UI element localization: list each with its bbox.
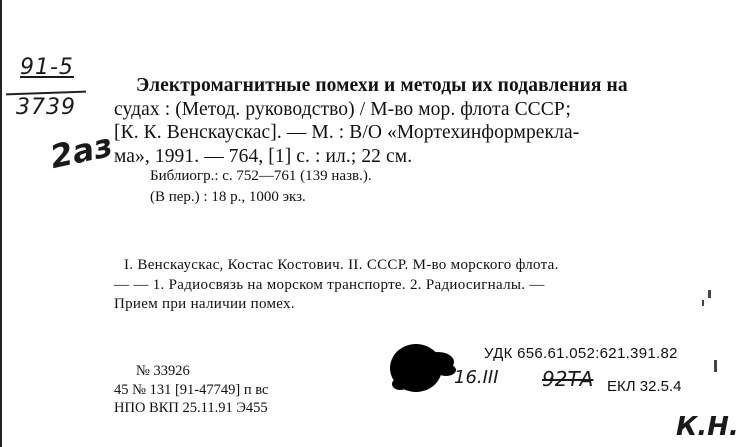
scan-speck xyxy=(714,360,717,372)
added-entry-line-1: I. Венскаускас, Костас Костович. II. СССР. М-во морского флота. xyxy=(124,257,559,273)
entry-line-2: судах : (Метод. руководство) / М-во мор. флота СССР; xyxy=(114,98,572,120)
handwritten-signature: 2аз xyxy=(46,125,116,177)
price-note: (В пер.) : 18 р., 1000 экз. xyxy=(150,189,306,205)
handwritten-inventory: 92ТА xyxy=(542,367,594,391)
registry-number: № 33926 xyxy=(136,363,190,379)
registry-order: 45 № 131 [91-47749] п вс xyxy=(114,381,269,398)
scan-speck xyxy=(702,300,704,306)
udk-code: УДК 656.61.052:621.391.82 xyxy=(484,345,678,362)
handwritten-initials: К.Н. xyxy=(676,412,739,442)
handwritten-date: 16.III xyxy=(454,367,499,388)
entry-title: Электромагнитные помехи и методы их подавления на xyxy=(136,75,628,96)
added-entry-line-2: — — 1. Радиосвязь на морском транспорте. 2. Радиосигналы. — xyxy=(114,276,545,293)
ekl-code: ЕКЛ 32.5.4 xyxy=(607,378,682,395)
bibliography-note: Библиогр.: с. 752—761 (139 назв.). xyxy=(150,168,372,184)
added-entries xyxy=(114,256,704,315)
registry-npo: НПО ВКП 25.11.91 Э455 xyxy=(114,400,268,416)
added-entry-line-3: Прием при наличии помех. xyxy=(114,296,295,312)
shelf-mark-bottom: 3739 xyxy=(16,95,76,120)
ink-blot xyxy=(380,340,460,398)
scan-speck xyxy=(708,290,711,298)
entry-line-3: [К. К. Венскаускас]. — М. : В/О «Мортехинформреклa- xyxy=(114,122,580,143)
entry-notes xyxy=(150,166,372,208)
registry-block xyxy=(114,362,268,418)
entry-line-4: ма», 1991. — 764, [1] с. : ил.; 22 см. xyxy=(114,145,413,167)
bibliographic-entry xyxy=(114,74,714,168)
shelf-mark-top: 91-5 xyxy=(20,55,74,80)
